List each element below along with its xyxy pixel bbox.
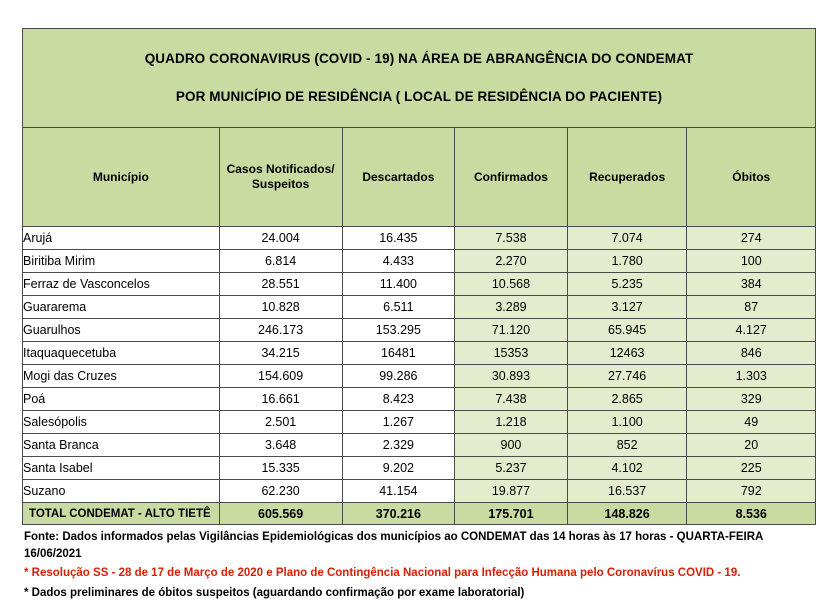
cell-descartados: 6.511 bbox=[342, 296, 455, 319]
table-row bbox=[23, 411, 816, 434]
cell-confirmados: 10.568 bbox=[455, 273, 568, 296]
footnote-resolution: * Resolução SS - 28 de 17 de Março de 2020 e Plano de Contingência Nacional para Infecção Humana pelo Coronavírus COVID - 19. bbox=[24, 567, 741, 580]
table-title bbox=[23, 29, 816, 128]
column-header-municipio: Município bbox=[23, 128, 220, 227]
cell-recuperados: 12463 bbox=[567, 342, 687, 365]
cell-descartados: 9.202 bbox=[342, 457, 455, 480]
table-total-row bbox=[23, 503, 816, 525]
cell-confirmados: 2.270 bbox=[455, 250, 568, 273]
cell-recuperados: 16.537 bbox=[567, 480, 687, 503]
cell-recuperados: 852 bbox=[567, 434, 687, 457]
footnotes bbox=[22, 529, 816, 602]
table-title-line2: POR MUNICÍPIO DE RESIDÊNCIA ( LOCAL DE RESIDÊNCIA DO PACIENTE) bbox=[175, 89, 663, 104]
cell-descartados: 4.433 bbox=[342, 250, 455, 273]
cell-recuperados: 2.865 bbox=[567, 388, 687, 411]
cell-casos: 62.230 bbox=[219, 480, 342, 503]
column-header-descartados: Descartados bbox=[342, 128, 455, 227]
cell-confirmados: 7.538 bbox=[455, 227, 568, 250]
table-title-line1: QUADRO CORONAVIRUS (COVID - 19) NA ÁREA DE ABRANGÊNCIA DO CONDEMAT bbox=[144, 51, 694, 67]
table-header-row bbox=[23, 128, 816, 227]
cell-obitos: 4.127 bbox=[687, 319, 816, 342]
column-header-recuperados: Recuperados bbox=[567, 128, 687, 227]
cell-recuperados: 3.127 bbox=[567, 296, 687, 319]
cell-confirmados: 71.120 bbox=[455, 319, 568, 342]
cell-obitos: 87 bbox=[687, 296, 816, 319]
total-label: TOTAL CONDEMAT - ALTO TIETÊ bbox=[23, 503, 220, 525]
cell-obitos: 1.303 bbox=[687, 365, 816, 388]
total-recuperados: 148.826 bbox=[567, 503, 687, 525]
table-row bbox=[23, 273, 816, 296]
table-row bbox=[23, 296, 816, 319]
column-header-confirmados: Confirmados bbox=[455, 128, 568, 227]
table-row bbox=[23, 342, 816, 365]
cell-casos: 154.609 bbox=[219, 365, 342, 388]
cell-municipio: Biritiba Mirim bbox=[23, 250, 220, 273]
column-header-casos-line1: Casos Notificados/ bbox=[226, 162, 335, 176]
cell-recuperados: 1.100 bbox=[567, 411, 687, 434]
cell-municipio: Arujá bbox=[23, 227, 220, 250]
cell-obitos: 20 bbox=[687, 434, 816, 457]
cell-descartados: 41.154 bbox=[342, 480, 455, 503]
cell-casos: 28.551 bbox=[219, 273, 342, 296]
cell-confirmados: 30.893 bbox=[455, 365, 568, 388]
table-row bbox=[23, 319, 816, 342]
column-header-casos-line2: Suspeitos bbox=[251, 177, 310, 191]
cell-obitos: 100 bbox=[687, 250, 816, 273]
cell-obitos: 225 bbox=[687, 457, 816, 480]
cell-casos: 24.004 bbox=[219, 227, 342, 250]
cell-recuperados: 1.780 bbox=[567, 250, 687, 273]
cell-confirmados: 900 bbox=[455, 434, 568, 457]
total-confirmados: 175.701 bbox=[455, 503, 568, 525]
table-row bbox=[23, 227, 816, 250]
cell-municipio: Itaquaquecetuba bbox=[23, 342, 220, 365]
cell-municipio: Ferraz de Vasconcelos bbox=[23, 273, 220, 296]
cell-casos: 15.335 bbox=[219, 457, 342, 480]
cell-casos: 10.828 bbox=[219, 296, 342, 319]
footnote-preliminary-data: * Dados preliminares de óbitos suspeitos (aguardando confirmação por exame laboratorial) bbox=[24, 587, 525, 600]
total-obitos: 8.536 bbox=[687, 503, 816, 525]
table-row bbox=[23, 365, 816, 388]
footnote-source: Fonte: Dados informados pelas Vigilâncias Epidemiológicas dos municípios ao CONDEMAT das 14 horas às 17 horas - QUARTA-FEIRA 16/06/2021 bbox=[24, 531, 763, 560]
cell-recuperados: 7.074 bbox=[567, 227, 687, 250]
cell-municipio: Mogi das Cruzes bbox=[23, 365, 220, 388]
cell-recuperados: 27.746 bbox=[567, 365, 687, 388]
cell-recuperados: 65.945 bbox=[567, 319, 687, 342]
cell-municipio: Santa Isabel bbox=[23, 457, 220, 480]
cell-confirmados: 1.218 bbox=[455, 411, 568, 434]
cell-descartados: 153.295 bbox=[342, 319, 455, 342]
cell-obitos: 792 bbox=[687, 480, 816, 503]
cell-obitos: 846 bbox=[687, 342, 816, 365]
cell-obitos: 49 bbox=[687, 411, 816, 434]
cell-municipio: Guarulhos bbox=[23, 319, 220, 342]
column-header-obitos: Óbitos bbox=[687, 128, 816, 227]
cell-recuperados: 5.235 bbox=[567, 273, 687, 296]
cell-descartados: 99.286 bbox=[342, 365, 455, 388]
cell-casos: 2.501 bbox=[219, 411, 342, 434]
column-header-casos-notificados bbox=[219, 128, 342, 227]
cell-descartados: 1.267 bbox=[342, 411, 455, 434]
cell-municipio: Poá bbox=[23, 388, 220, 411]
cell-descartados: 2.329 bbox=[342, 434, 455, 457]
table-row bbox=[23, 480, 816, 503]
cell-casos: 246.173 bbox=[219, 319, 342, 342]
cell-descartados: 11.400 bbox=[342, 273, 455, 296]
table-row bbox=[23, 250, 816, 273]
cell-descartados: 16.435 bbox=[342, 227, 455, 250]
cell-municipio: Santa Branca bbox=[23, 434, 220, 457]
total-descartados: 370.216 bbox=[342, 503, 455, 525]
cell-descartados: 16481 bbox=[342, 342, 455, 365]
cell-obitos: 274 bbox=[687, 227, 816, 250]
cell-confirmados: 5.237 bbox=[455, 457, 568, 480]
table-row bbox=[23, 434, 816, 457]
table-row bbox=[23, 388, 816, 411]
total-casos: 605.569 bbox=[219, 503, 342, 525]
table-row bbox=[23, 457, 816, 480]
cell-confirmados: 15353 bbox=[455, 342, 568, 365]
cell-confirmados: 3.289 bbox=[455, 296, 568, 319]
cell-confirmados: 7.438 bbox=[455, 388, 568, 411]
cell-municipio: Salesópolis bbox=[23, 411, 220, 434]
covid-table bbox=[22, 28, 816, 525]
cell-municipio: Guararema bbox=[23, 296, 220, 319]
cell-casos: 6.814 bbox=[219, 250, 342, 273]
cell-casos: 3.648 bbox=[219, 434, 342, 457]
cell-confirmados: 19.877 bbox=[455, 480, 568, 503]
cell-casos: 34.215 bbox=[219, 342, 342, 365]
covid-table-container bbox=[22, 28, 816, 525]
cell-obitos: 329 bbox=[687, 388, 816, 411]
cell-obitos: 384 bbox=[687, 273, 816, 296]
cell-casos: 16.661 bbox=[219, 388, 342, 411]
table-title-row bbox=[23, 29, 816, 128]
cell-descartados: 8.423 bbox=[342, 388, 455, 411]
cell-recuperados: 4.102 bbox=[567, 457, 687, 480]
cell-municipio: Suzano bbox=[23, 480, 220, 503]
